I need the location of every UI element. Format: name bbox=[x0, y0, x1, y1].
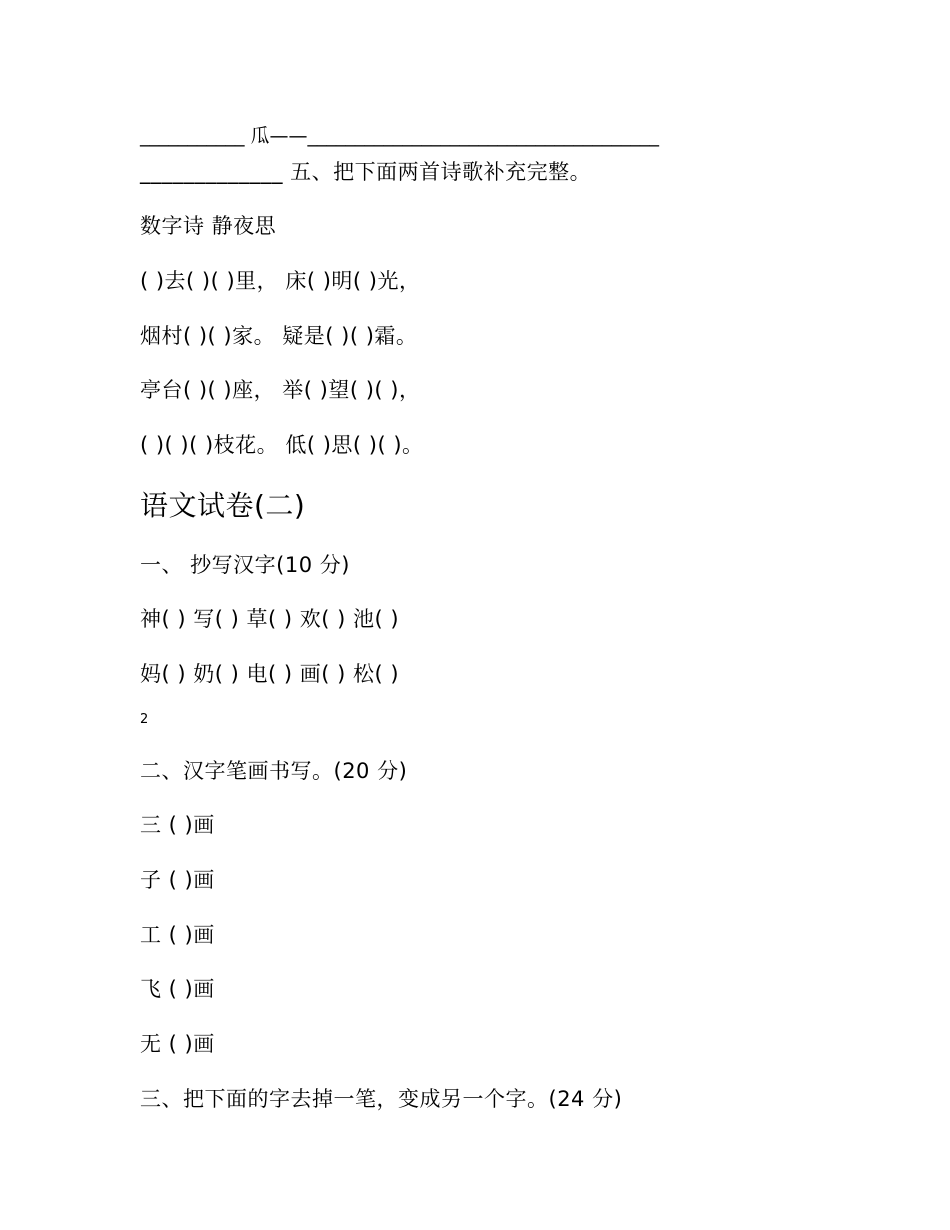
section-2-item-5: 无 ( )画 bbox=[140, 1032, 215, 1056]
poem-line-1: ( )去( )( )里， 床( )明( )光， bbox=[140, 269, 421, 293]
exam-title: 语文试卷(二) bbox=[140, 489, 306, 522]
section-3-heading: 三、把下面的字去掉一笔，变成另一个字。(24 分) bbox=[140, 1087, 623, 1111]
poem-titles: 数字诗 静夜思 bbox=[140, 214, 277, 238]
continuation-line-1: ___________ 瓜——_____________________________________ bbox=[140, 125, 660, 147]
section-2-heading: 二、汉字笔画书写。(20 分) bbox=[140, 759, 408, 783]
section-1-row-1: 神( ) 写( ) 草( ) 欢( ) 池( ) bbox=[140, 607, 400, 631]
continuation-line-2: _____________ 五、把下面两首诗歌补充完整。 bbox=[140, 160, 592, 184]
section-2-item-2: 子 ( )画 bbox=[140, 868, 215, 892]
section-1-heading: 一、 抄写汉字(10 分) bbox=[140, 553, 350, 577]
section-1-row-2: 妈( ) 奶( ) 电( ) 画( ) 松( ) bbox=[140, 662, 400, 686]
section-2-item-4: 飞 ( )画 bbox=[140, 977, 215, 1001]
poem-line-4: ( )( )( )枝花。 低( )思( )( )。 bbox=[140, 433, 424, 457]
section-2-item-3: 工 ( )画 bbox=[140, 923, 215, 947]
page-number: 2 bbox=[140, 712, 149, 727]
section-2-item-1: 三 ( )画 bbox=[140, 813, 215, 837]
poem-line-2: 烟村( )( )家。 疑是( )( )霜。 bbox=[140, 324, 418, 348]
poem-line-3: 亭台( )( )座， 举( )望( )( )， bbox=[140, 378, 421, 402]
